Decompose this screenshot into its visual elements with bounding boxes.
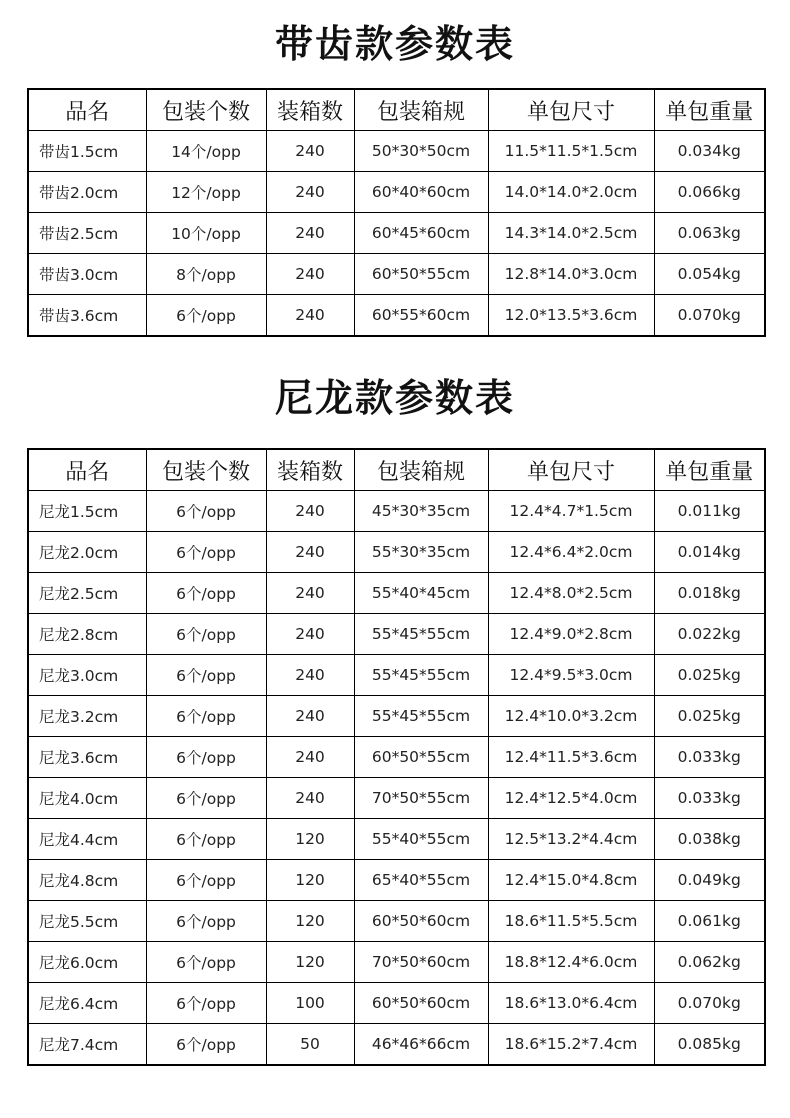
table-row [28,655,765,696]
cell-carton-size: 65*40*55cm [354,860,488,901]
table-row [28,819,765,860]
cell-carton-qty: 240 [266,213,354,254]
cell-pack-count: 8个/opp [146,254,266,295]
cell-pack-size: 12.0*13.5*3.6cm [488,295,654,337]
cell-product-name: 尼龙2.8cm [28,614,146,655]
cell-product-name: 带齿3.6cm [28,295,146,337]
table-header-row [28,449,765,491]
table-row [28,942,765,983]
cell-pack-weight: 0.033kg [654,737,765,778]
cell-carton-size: 60*55*60cm [354,295,488,337]
cell-pack-count: 14个/opp [146,131,266,172]
cell-carton-size: 60*50*60cm [354,901,488,942]
cell-pack-count: 6个/opp [146,819,266,860]
toothed-spec-title: 带齿款参数表 [274,22,515,66]
column-header-product-name: 品名 [28,449,146,491]
cell-pack-weight: 0.025kg [654,655,765,696]
cell-pack-count: 12个/opp [146,172,266,213]
cell-pack-weight: 0.022kg [654,614,765,655]
cell-carton-qty: 240 [266,532,354,573]
cell-carton-qty: 240 [266,655,354,696]
toothed-spec-table [27,88,766,337]
table-row [28,573,765,614]
column-header-pack-size: 单包尺寸 [488,449,654,491]
cell-carton-qty: 240 [266,737,354,778]
cell-product-name: 尼龙2.5cm [28,573,146,614]
cell-product-name: 尼龙4.8cm [28,860,146,901]
cell-carton-size: 55*30*35cm [354,532,488,573]
cell-carton-size: 70*50*60cm [354,942,488,983]
cell-product-name: 尼龙1.5cm [28,491,146,532]
cell-pack-size: 12.8*14.0*3.0cm [488,254,654,295]
cell-product-name: 尼龙6.0cm [28,942,146,983]
cell-carton-qty: 240 [266,614,354,655]
column-header-carton-qty: 装箱数 [266,89,354,131]
cell-pack-count: 10个/opp [146,213,266,254]
table-header-row [28,89,765,131]
cell-pack-weight: 0.014kg [654,532,765,573]
cell-pack-weight: 0.018kg [654,573,765,614]
table-row [28,491,765,532]
cell-pack-weight: 0.062kg [654,942,765,983]
cell-pack-size: 14.0*14.0*2.0cm [488,172,654,213]
column-header-pack-count: 包装个数 [146,89,266,131]
cell-product-name: 尼龙6.4cm [28,983,146,1024]
cell-carton-size: 55*40*45cm [354,573,488,614]
cell-carton-qty: 240 [266,696,354,737]
cell-pack-weight: 0.038kg [654,819,765,860]
cell-product-name: 带齿1.5cm [28,131,146,172]
cell-carton-qty: 100 [266,983,354,1024]
cell-carton-qty: 240 [266,172,354,213]
cell-pack-size: 11.5*11.5*1.5cm [488,131,654,172]
cell-pack-count: 6个/opp [146,696,266,737]
cell-carton-size: 55*45*55cm [354,696,488,737]
cell-product-name: 尼龙3.2cm [28,696,146,737]
cell-product-name: 尼龙4.4cm [28,819,146,860]
cell-carton-size: 60*50*60cm [354,983,488,1024]
cell-carton-size: 60*40*60cm [354,172,488,213]
column-header-pack-count: 包装个数 [146,449,266,491]
cell-carton-size: 60*45*60cm [354,213,488,254]
cell-pack-size: 12.4*15.0*4.8cm [488,860,654,901]
cell-pack-size: 18.6*15.2*7.4cm [488,1024,654,1066]
cell-product-name: 尼龙2.0cm [28,532,146,573]
cell-carton-qty: 240 [266,295,354,337]
nylon-spec-table [27,448,766,1066]
cell-carton-qty: 240 [266,131,354,172]
cell-pack-size: 12.4*4.7*1.5cm [488,491,654,532]
cell-pack-weight: 0.025kg [654,696,765,737]
table-row [28,532,765,573]
cell-pack-weight: 0.054kg [654,254,765,295]
cell-carton-size: 70*50*55cm [354,778,488,819]
cell-pack-weight: 0.066kg [654,172,765,213]
cell-pack-count: 6个/opp [146,491,266,532]
table-row [28,737,765,778]
cell-product-name: 尼龙3.0cm [28,655,146,696]
column-header-pack-weight: 单包重量 [654,449,765,491]
cell-pack-count: 6个/opp [146,942,266,983]
cell-product-name: 带齿2.5cm [28,213,146,254]
cell-pack-size: 12.4*9.0*2.8cm [488,614,654,655]
cell-product-name: 带齿2.0cm [28,172,146,213]
cell-pack-count: 6个/opp [146,1024,266,1066]
cell-pack-count: 6个/opp [146,573,266,614]
cell-carton-size: 60*50*55cm [354,254,488,295]
cell-pack-size: 12.4*9.5*3.0cm [488,655,654,696]
cell-carton-qty: 240 [266,778,354,819]
cell-pack-weight: 0.049kg [654,860,765,901]
cell-product-name: 带齿3.0cm [28,254,146,295]
cell-pack-weight: 0.063kg [654,213,765,254]
cell-pack-count: 6个/opp [146,778,266,819]
nylon-spec-title: 尼龙款参数表 [274,376,515,420]
cell-pack-count: 6个/opp [146,614,266,655]
cell-carton-qty: 120 [266,942,354,983]
table-row [28,983,765,1024]
column-header-pack-size: 单包尺寸 [488,89,654,131]
table-row [28,131,765,172]
cell-carton-qty: 120 [266,819,354,860]
cell-carton-size: 46*46*66cm [354,1024,488,1066]
cell-pack-count: 6个/opp [146,532,266,573]
table-row [28,901,765,942]
cell-carton-qty: 240 [266,573,354,614]
cell-carton-size: 50*30*50cm [354,131,488,172]
cell-carton-qty: 120 [266,901,354,942]
cell-carton-size: 55*45*55cm [354,655,488,696]
cell-pack-size: 12.4*8.0*2.5cm [488,573,654,614]
table-row [28,172,765,213]
cell-pack-weight: 0.070kg [654,983,765,1024]
cell-product-name: 尼龙3.6cm [28,737,146,778]
cell-pack-count: 6个/opp [146,295,266,337]
column-header-product-name: 品名 [28,89,146,131]
cell-carton-size: 55*40*55cm [354,819,488,860]
cell-product-name: 尼龙5.5cm [28,901,146,942]
cell-carton-size: 55*45*55cm [354,614,488,655]
table-row [28,295,765,337]
table-row [28,860,765,901]
cell-product-name: 尼龙7.4cm [28,1024,146,1066]
cell-pack-weight: 0.011kg [654,491,765,532]
cell-product-name: 尼龙4.0cm [28,778,146,819]
cell-pack-size: 12.5*13.2*4.4cm [488,819,654,860]
table-row [28,614,765,655]
cell-carton-size: 45*30*35cm [354,491,488,532]
cell-carton-size: 60*50*55cm [354,737,488,778]
table-row [28,778,765,819]
table-row [28,1024,765,1066]
cell-pack-size: 18.6*11.5*5.5cm [488,901,654,942]
column-header-carton-qty: 装箱数 [266,449,354,491]
cell-carton-qty: 240 [266,254,354,295]
cell-pack-weight: 0.070kg [654,295,765,337]
cell-carton-qty: 120 [266,860,354,901]
table-row [28,213,765,254]
cell-pack-size: 12.4*10.0*3.2cm [488,696,654,737]
column-header-pack-weight: 单包重量 [654,89,765,131]
cell-pack-size: 18.6*13.0*6.4cm [488,983,654,1024]
cell-pack-count: 6个/opp [146,983,266,1024]
column-header-carton-size: 包装箱规 [354,449,488,491]
cell-pack-count: 6个/opp [146,860,266,901]
table-row [28,696,765,737]
cell-pack-count: 6个/opp [146,655,266,696]
cell-pack-weight: 0.085kg [654,1024,765,1066]
cell-pack-weight: 0.061kg [654,901,765,942]
cell-pack-count: 6个/opp [146,901,266,942]
cell-pack-count: 6个/opp [146,737,266,778]
cell-pack-size: 18.8*12.4*6.0cm [488,942,654,983]
cell-pack-size: 12.4*12.5*4.0cm [488,778,654,819]
cell-carton-qty: 50 [266,1024,354,1066]
cell-pack-size: 14.3*14.0*2.5cm [488,213,654,254]
cell-carton-qty: 240 [266,491,354,532]
table-row [28,254,765,295]
cell-pack-size: 12.4*6.4*2.0cm [488,532,654,573]
cell-pack-weight: 0.033kg [654,778,765,819]
cell-pack-size: 12.4*11.5*3.6cm [488,737,654,778]
column-header-carton-size: 包装箱规 [354,89,488,131]
cell-pack-weight: 0.034kg [654,131,765,172]
